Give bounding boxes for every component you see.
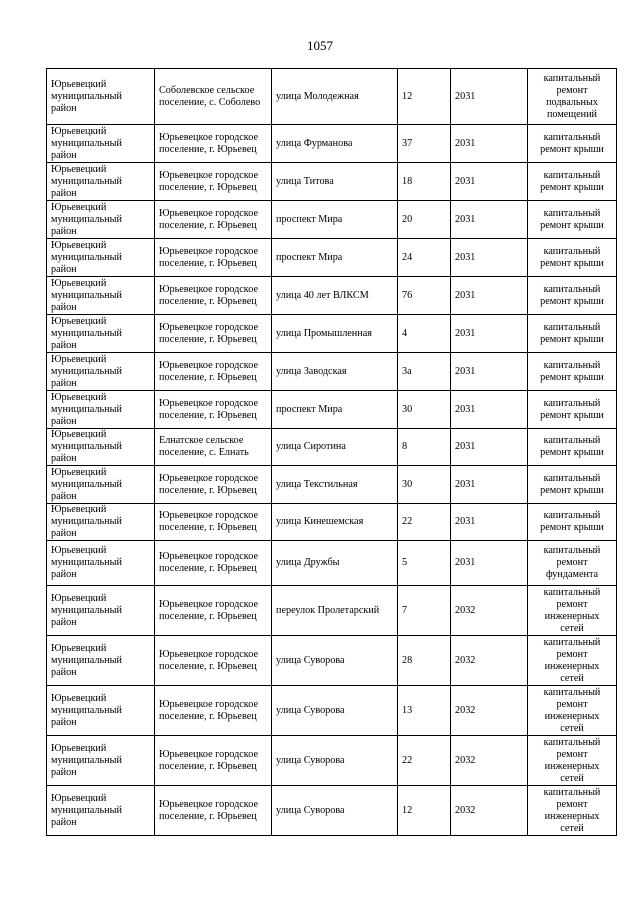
year-cell: 2031 (451, 353, 528, 391)
settlement-cell: Юрьевецкое городское поселение, г. Юрьевец (155, 391, 272, 429)
house-number-cell: 22 (398, 736, 451, 786)
table-row (47, 586, 617, 636)
district-cell: Юрьевецкий муниципальный район (47, 586, 155, 636)
work-type-cell: капитальный ремонт крыши (528, 466, 617, 504)
district-cell: Юрьевецкий муниципальный район (47, 315, 155, 353)
year-cell: 2032 (451, 686, 528, 736)
year-cell: 2032 (451, 786, 528, 836)
table-row (47, 786, 617, 836)
settlement-cell: Юрьевецкое городское поселение, г. Юрьевец (155, 239, 272, 277)
street-cell: улица Суворова (272, 636, 398, 686)
repair-schedule-table (46, 68, 617, 836)
house-number-cell: 5 (398, 541, 451, 586)
street-cell: проспект Мира (272, 391, 398, 429)
district-cell: Юрьевецкий муниципальный район (47, 686, 155, 736)
district-cell: Юрьевецкий муниципальный район (47, 125, 155, 163)
table-row (47, 541, 617, 586)
work-type-cell: капитальный ремонт крыши (528, 125, 617, 163)
settlement-cell: Юрьевецкое городское поселение, г. Юрьевец (155, 277, 272, 315)
table-row (47, 239, 617, 277)
district-cell: Юрьевецкий муниципальный район (47, 541, 155, 586)
year-cell: 2031 (451, 429, 528, 466)
year-cell: 2032 (451, 586, 528, 636)
street-cell: улица Промышленная (272, 315, 398, 353)
settlement-cell: Юрьевецкое городское поселение, г. Юрьевец (155, 736, 272, 786)
house-number-cell: 22 (398, 504, 451, 541)
house-number-cell: 13 (398, 686, 451, 736)
table-row (47, 636, 617, 686)
settlement-cell: Юрьевецкое городское поселение, г. Юрьевец (155, 636, 272, 686)
street-cell: проспект Мира (272, 201, 398, 239)
year-cell: 2031 (451, 163, 528, 201)
house-number-cell: 76 (398, 277, 451, 315)
work-type-cell: капитальный ремонт фундамента (528, 541, 617, 586)
settlement-cell: Юрьевецкое городское поселение, г. Юрьевец (155, 163, 272, 201)
street-cell: улица Фурманова (272, 125, 398, 163)
district-cell: Юрьевецкий муниципальный район (47, 636, 155, 686)
settlement-cell: Юрьевецкое городское поселение, г. Юрьевец (155, 541, 272, 586)
district-cell: Юрьевецкий муниципальный район (47, 201, 155, 239)
street-cell: улица Молодежная (272, 69, 398, 125)
settlement-cell: Юрьевецкое городское поселение, г. Юрьевец (155, 786, 272, 836)
settlement-cell: Елнатское сельское поселение, с. Елнать (155, 429, 272, 466)
table-row (47, 315, 617, 353)
settlement-cell: Юрьевецкое городское поселение, г. Юрьевец (155, 586, 272, 636)
table-row (47, 201, 617, 239)
street-cell: улица 40 лет ВЛКСМ (272, 277, 398, 315)
year-cell: 2031 (451, 391, 528, 429)
year-cell: 2031 (451, 201, 528, 239)
district-cell: Юрьевецкий муниципальный район (47, 69, 155, 125)
street-cell: улица Сиротина (272, 429, 398, 466)
district-cell: Юрьевецкий муниципальный район (47, 239, 155, 277)
house-number-cell: 30 (398, 466, 451, 504)
settlement-cell: Юрьевецкое городское поселение, г. Юрьевец (155, 201, 272, 239)
settlement-cell: Соболевское сельское поселение, с. Соболево (155, 69, 272, 125)
house-number-cell: 24 (398, 239, 451, 277)
work-type-cell: капитальный ремонт крыши (528, 353, 617, 391)
house-number-cell: 3а (398, 353, 451, 391)
house-number-cell: 12 (398, 786, 451, 836)
table-row (47, 391, 617, 429)
district-cell: Юрьевецкий муниципальный район (47, 736, 155, 786)
work-type-cell: капитальный ремонт подвальных помещений (528, 69, 617, 125)
settlement-cell: Юрьевецкое городское поселение, г. Юрьевец (155, 504, 272, 541)
street-cell: улица Суворова (272, 736, 398, 786)
settlement-cell: Юрьевецкое городское поселение, г. Юрьевец (155, 315, 272, 353)
house-number-cell: 20 (398, 201, 451, 239)
table-row (47, 736, 617, 786)
page-number: 1057 (307, 38, 333, 53)
year-cell: 2031 (451, 239, 528, 277)
district-cell: Юрьевецкий муниципальный район (47, 429, 155, 466)
street-cell: улица Кинешемская (272, 504, 398, 541)
work-type-cell: капитальный ремонт крыши (528, 239, 617, 277)
table-row (47, 466, 617, 504)
year-cell: 2031 (451, 277, 528, 315)
settlement-cell: Юрьевецкое городское поселение, г. Юрьевец (155, 353, 272, 391)
work-type-cell: капитальный ремонт крыши (528, 391, 617, 429)
work-type-cell: капитальный ремонт инженерных сетей (528, 636, 617, 686)
district-cell: Юрьевецкий муниципальный район (47, 163, 155, 201)
work-type-cell: капитальный ремонт инженерных сетей (528, 686, 617, 736)
street-cell: улица Суворова (272, 686, 398, 736)
street-cell: улица Суворова (272, 786, 398, 836)
house-number-cell: 8 (398, 429, 451, 466)
street-cell: улица Текстильная (272, 466, 398, 504)
street-cell: улица Дружбы (272, 541, 398, 586)
table-row (47, 686, 617, 736)
house-number-cell: 7 (398, 586, 451, 636)
table-row (47, 69, 617, 125)
table-row (47, 353, 617, 391)
settlement-cell: Юрьевецкое городское поселение, г. Юрьевец (155, 466, 272, 504)
work-type-cell: капитальный ремонт инженерных сетей (528, 586, 617, 636)
street-cell: улица Титова (272, 163, 398, 201)
work-type-cell: капитальный ремонт крыши (528, 201, 617, 239)
street-cell: переулок Пролетарский (272, 586, 398, 636)
district-cell: Юрьевецкий муниципальный район (47, 786, 155, 836)
district-cell: Юрьевецкий муниципальный район (47, 353, 155, 391)
year-cell: 2032 (451, 636, 528, 686)
district-cell: Юрьевецкий муниципальный район (47, 504, 155, 541)
year-cell: 2032 (451, 736, 528, 786)
street-cell: проспект Мира (272, 239, 398, 277)
table-row (47, 125, 617, 163)
year-cell: 2031 (451, 466, 528, 504)
work-type-cell: капитальный ремонт крыши (528, 315, 617, 353)
work-type-cell: капитальный ремонт инженерных сетей (528, 736, 617, 786)
house-number-cell: 37 (398, 125, 451, 163)
table-row (47, 429, 617, 466)
work-type-cell: капитальный ремонт крыши (528, 163, 617, 201)
work-type-cell: капитальный ремонт инженерных сетей (528, 786, 617, 836)
year-cell: 2031 (451, 125, 528, 163)
year-cell: 2031 (451, 541, 528, 586)
district-cell: Юрьевецкий муниципальный район (47, 391, 155, 429)
work-type-cell: капитальный ремонт крыши (528, 429, 617, 466)
house-number-cell: 18 (398, 163, 451, 201)
year-cell: 2031 (451, 315, 528, 353)
work-type-cell: капитальный ремонт крыши (528, 504, 617, 541)
year-cell: 2031 (451, 69, 528, 125)
district-cell: Юрьевецкий муниципальный район (47, 277, 155, 315)
year-cell: 2031 (451, 504, 528, 541)
street-cell: улица Заводская (272, 353, 398, 391)
table-body (47, 69, 617, 836)
house-number-cell: 4 (398, 315, 451, 353)
house-number-cell: 30 (398, 391, 451, 429)
table-row (47, 163, 617, 201)
settlement-cell: Юрьевецкое городское поселение, г. Юрьевец (155, 125, 272, 163)
house-number-cell: 12 (398, 69, 451, 125)
table-row (47, 504, 617, 541)
district-cell: Юрьевецкий муниципальный район (47, 466, 155, 504)
house-number-cell: 28 (398, 636, 451, 686)
work-type-cell: капитальный ремонт крыши (528, 277, 617, 315)
settlement-cell: Юрьевецкое городское поселение, г. Юрьевец (155, 686, 272, 736)
table-row (47, 277, 617, 315)
